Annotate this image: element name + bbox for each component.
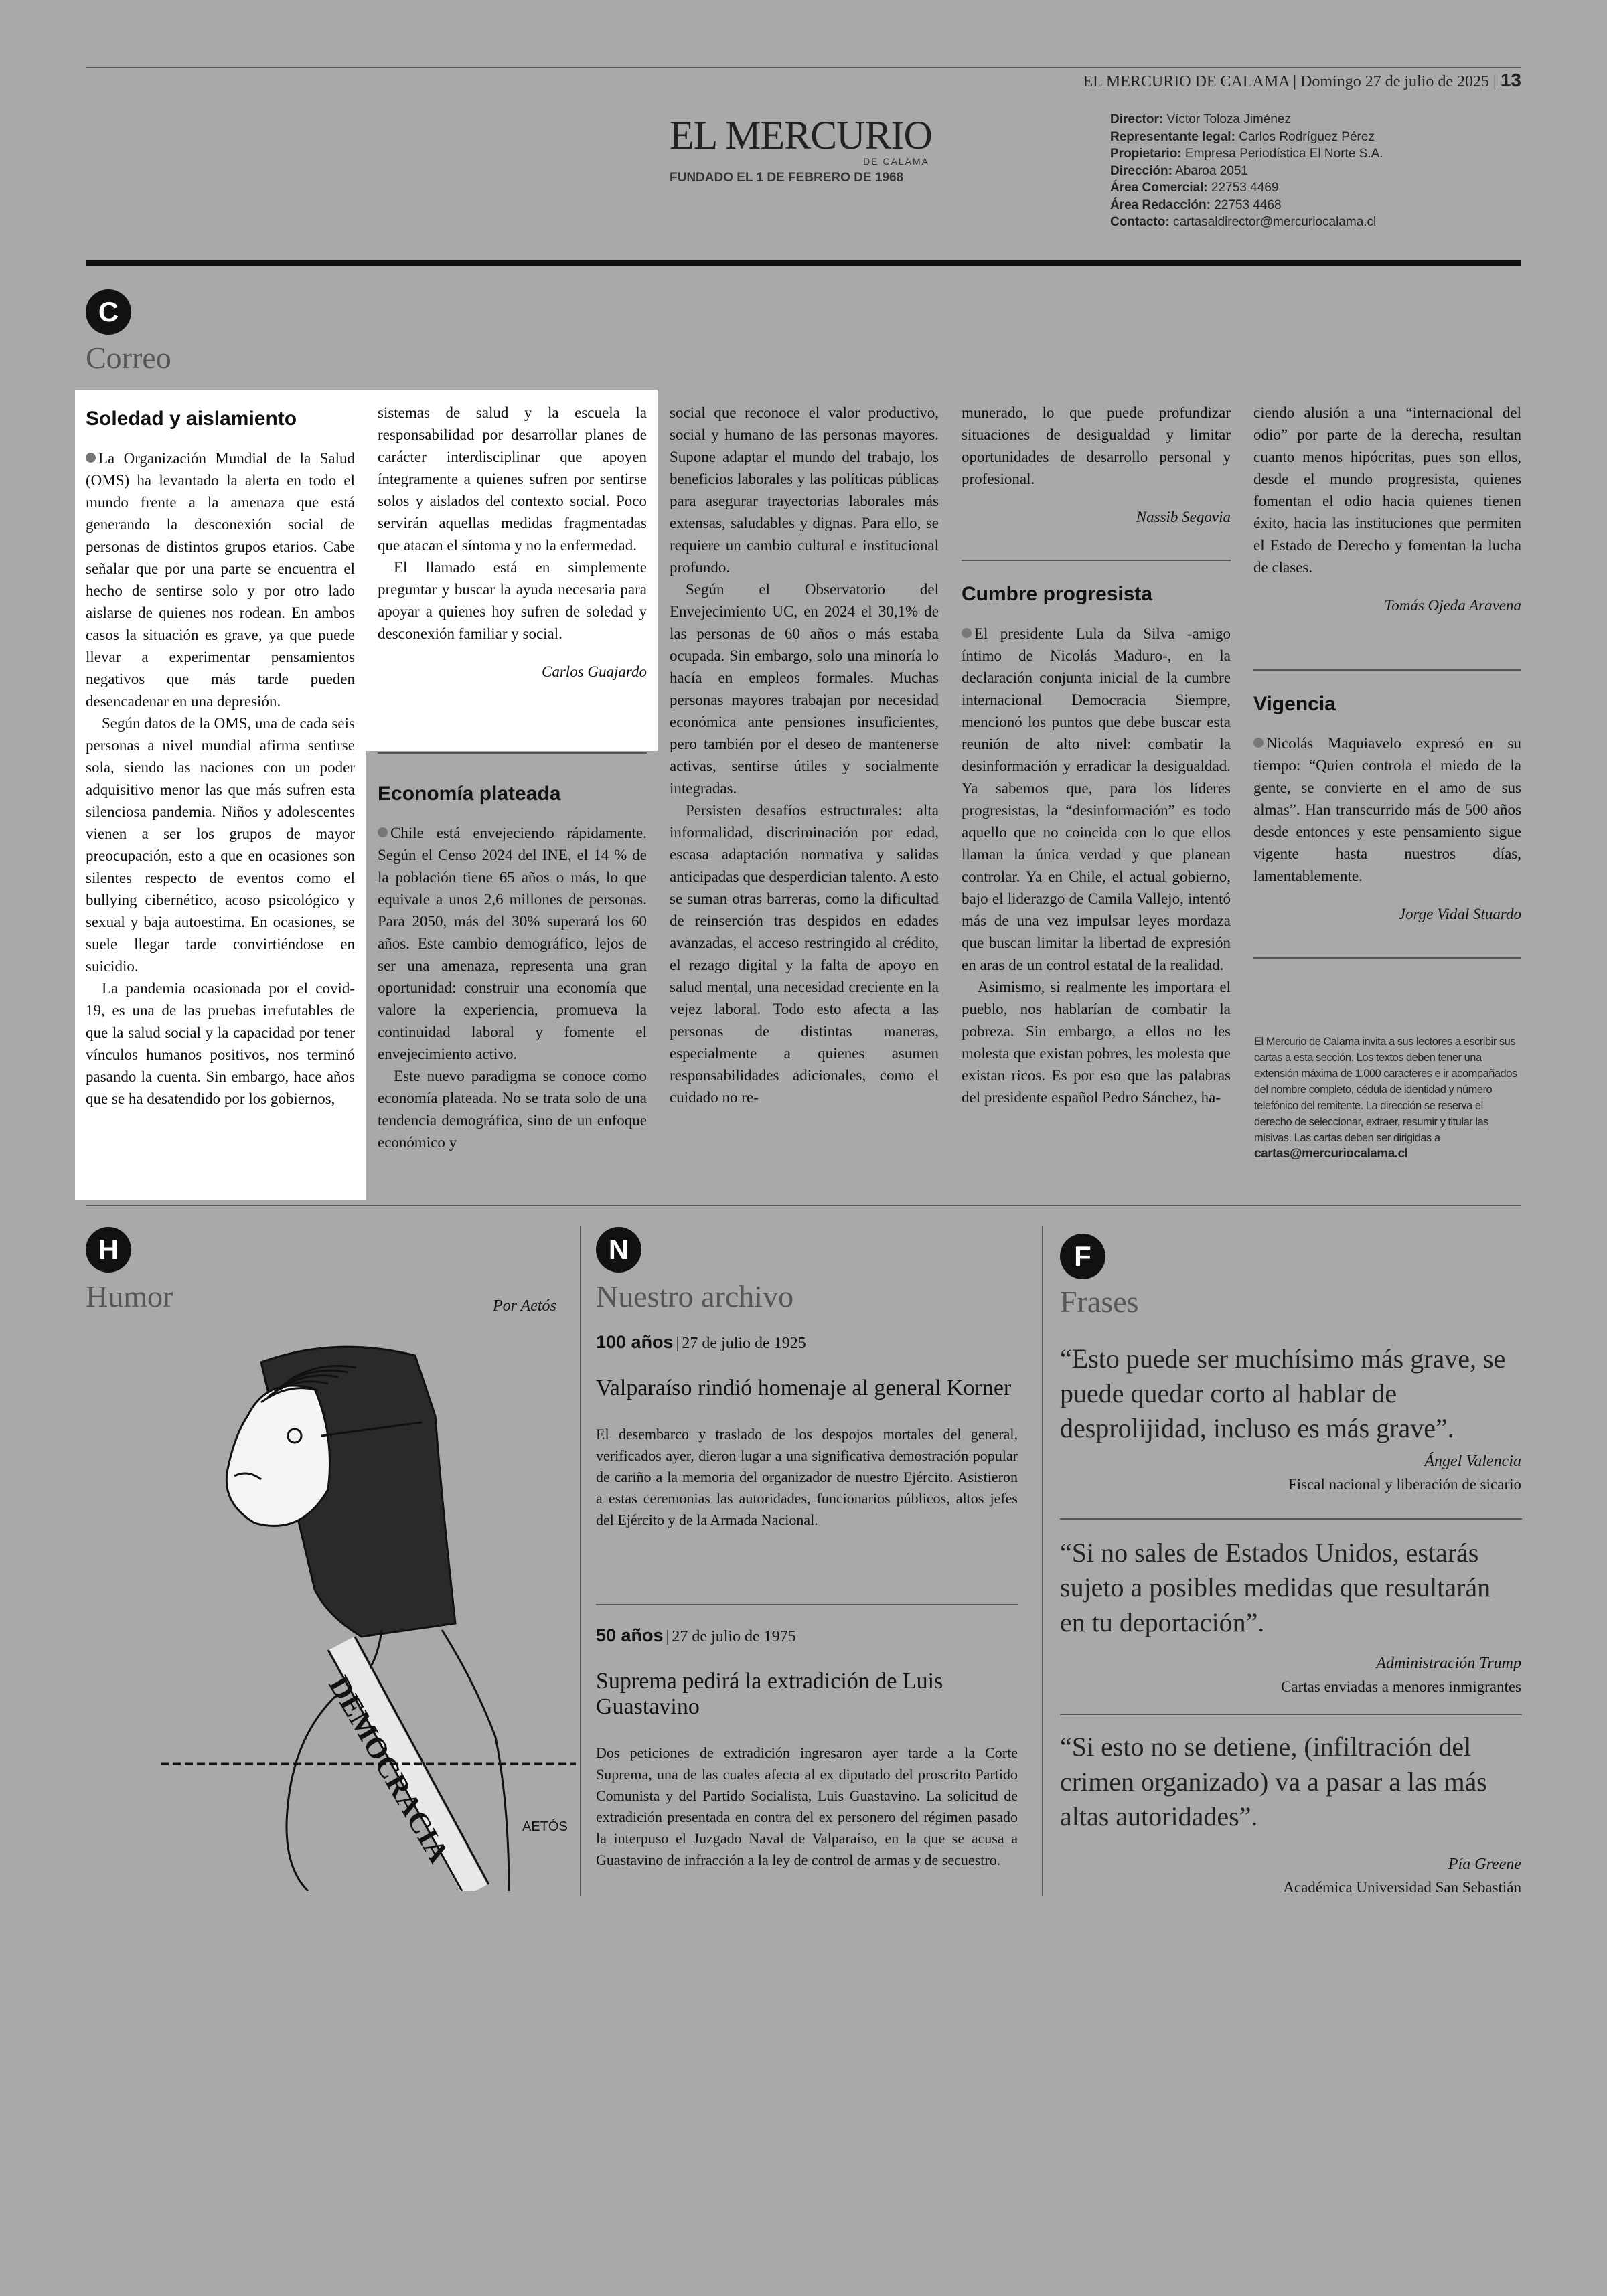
letter-cumbre-col4	[962, 577, 1231, 1109]
letter-paragraph: Asimismo, si realmente les importara el pueblo, nos hablarían de combatir la pobreza. Sin embargo, a ellos no les molesta que existan pobres, les molesta que existan ricos. Es por eso que las palabras del presidente español Pedro Sánchez, ha-	[962, 979, 1231, 1106]
letter-paragraph: social que reconoce el valor productivo, social y humano de las personas mayores. Supone adaptar el mundo del trabajo, los beneficios laborales y las políticas públicas para asegurar trayectorias laborales más extensas, saludables y dignas. Para ello, se requiere un cambio cultural e institucional profundo.	[670, 404, 939, 576]
column-divider	[580, 1226, 581, 1896]
letter-divider	[378, 752, 647, 754]
section-title-correo: Correo	[86, 341, 171, 375]
archive-years: 50 años	[596, 1625, 664, 1645]
founded-line: FUNDADO EL 1 DE FEBRERO DE 1968	[670, 171, 904, 185]
notice-email: cartas@mercuriocalama.cl	[1254, 1147, 1408, 1161]
letter-paragraph: munerado, lo que puede profundizar situaciones de desigualdad y limitar oportunidades de desarrollo personal y profesional.	[962, 404, 1231, 487]
letter-soledad-col2	[378, 402, 647, 683]
issue-date: Domingo 27 de julio de 2025	[1300, 73, 1490, 90]
staff-row: Propietario: Empresa Periodística El Norte S.A.	[1110, 147, 1383, 161]
publication-name: EL MERCURIO DE CALAMA	[1083, 73, 1290, 90]
letter-soledad-col1	[86, 402, 355, 1110]
letter-paragraph: Según el Observatorio del Envejecimiento UC, en 2024 el 30,1% de las personas de 60 años o más estaba ocupada. Sin embargo, solo una minoría lo hacía en empleos formales. Muchas personas mayores trabajan por necesidad económica ante pensiones insuficientes, pero también por el deseo de mantenerse activas, sentirse útiles y socialmente integradas.	[670, 581, 939, 797]
bullet-icon	[86, 453, 96, 463]
quote-author: Administración Trump	[1376, 1655, 1521, 1672]
masthead	[670, 112, 937, 185]
quote-author: Ángel Valencia	[1424, 1453, 1521, 1470]
quote-text: “Esto puede ser muchísimo más grave, se puede quedar corto al hablar de desprolijidad, incluso es más grave”.	[1060, 1343, 1506, 1443]
staff-row: Contacto: cartasaldirector@mercuriocalama.cl	[1110, 215, 1377, 229]
cartoon-sash	[341, 1643, 475, 1891]
section-title-frases: Frases	[1060, 1285, 1139, 1319]
letter-signature: Carlos Guajardo	[542, 663, 647, 680]
letter-cumbre-col5	[1253, 402, 1521, 617]
section-badge-correo: C	[86, 289, 131, 335]
letter-paragraph: sistemas de salud y la escuela la responsabilidad por desarrollar planes de carácter interdisciplinar que apoyen íntegramente a quienes sufren por sentirse solos y aislados del contexto social. Poco servirán aquellas medidas fragmentadas que atacan el síntoma y no la enfermedad.	[378, 404, 647, 554]
staff-box	[1110, 111, 1383, 231]
quote-author: Pía Greene	[1448, 1856, 1521, 1873]
quote-text: “Si no sales de Estados Unidos, estarás sujeto a posibles medidas que resultarán en tu deportación”.	[1060, 1538, 1491, 1637]
section-title-archivo: Nuestro archivo	[596, 1279, 794, 1313]
quote-text: “Si esto no se detiene, (infiltración del crimen organizado) va a pasar a las más altas autoridades”.	[1060, 1732, 1487, 1831]
submission-notice: El Mercurio de Calama invita a sus lectores a escribir sus cartas a esta sección. Los textos deben tener una extensión máxima de 1.000 caracteres e ir acompañados del nombre completo, cédula de identidad y número telefónico del remitente. La dirección se reserva el derecho de seleccionar, extraer, resumir y titular las misivas. Las cartas deben ser dirigidas a cartas@mercuriocalama.cl	[1254, 1036, 1517, 1161]
letter-divider	[1253, 957, 1521, 959]
letter-paragraph: El llamado está en simplemente preguntar y buscar la ayuda necesaria para apoyar a quienes hoy sufren de soledad y desconexión familiar y social.	[378, 559, 647, 642]
header-thick-rule	[86, 260, 1521, 266]
letter-paragraph: La pandemia ocasionada por el covid-19, es una de las pruebas irrefutables de que la salud social y la capacidad por tener vínculos humanos positivos, nos terminó pasando la cuenta. Sin embargo, hace años que se ha desatendido por los gobiernos,	[86, 980, 355, 1107]
letter-paragraph: Según datos de la OMS, una de cada seis personas a nivel mundial afirma sentirse sola, siendo las naciones con un poder adquisitivo menor las que más sufren esta silenciosa pandemia. Niños y adolescentes vienen a ser los grupos de mayor preocupación, esto a que en ocasiones son silentes respecto de eventos como el bullying cibernético, acoso psicológico y sexual y baja autoestima. En ocasiones, se suele llegar tarde convirtiéndose en suicidio.	[86, 715, 355, 975]
cartoon-signature: AETÓS	[522, 1819, 568, 1834]
letter-paragraph: Chile está envejeciendo rápidamente. Según el Censo 2024 del INE, el 14 % de la población tiene 65 años o más, lo que equivale a unos 2,6 millones de personas. Para 2050, más del 30% superará los 60 años. Este cambio demográfico, lejos de ser una amenaza, representa una gran oportunidad: construir una economía que valore la experiencia, promueva la continuidad laboral y fomente el envejecimiento activo.	[378, 825, 647, 1062]
quote-divider	[1060, 1714, 1522, 1715]
staff-row: Director: Víctor Toloza Jiménez	[1110, 112, 1291, 127]
bullet-icon	[1253, 738, 1264, 748]
letter-signature: Nassib Segovia	[1136, 509, 1231, 525]
letter-vigencia	[1253, 687, 1521, 925]
bullet-icon	[962, 628, 972, 638]
letter-economia-col4	[962, 402, 1231, 528]
letter-economia-col2	[378, 776, 647, 1153]
archive-item: 50 años | 27 de julio de 1975 Suprema pedirá la extradición de Luis Guastavino Dos peticiones de extradición ingresaron ayer tarde a la Corte Suprema, una de las cuales afecta al ex diputado del proscrito Partido Comunista y del Partido Socialista, Luis Guastavino. La solicitud de extradición presentada en contra del ex personero del régimen pasado la interpuso el Juzgado Naval de Valparaíso, en la que se acusa a Guastavino de infracción a la ley de control de armas y de secuestro.	[596, 1625, 1018, 1871]
masthead-title: EL MERCURIO	[670, 113, 932, 157]
archive-headline: Suprema pedirá la extradición de Luis Guastavino	[596, 1669, 943, 1719]
section-badge-humor: H	[86, 1227, 131, 1273]
letter-signature: Jorge Vidal Stuardo	[1398, 906, 1521, 922]
staff-row: Área Redacción: 22753 4468	[1110, 197, 1282, 212]
quote-divider	[1060, 1518, 1522, 1520]
letter-paragraph: Este nuevo paradigma se conoce como economía plateada. No se trata solo de una tendencia demográfica, sino de un enfoque económico y	[378, 1068, 647, 1151]
staff-row: Representante legal: Carlos Rodríguez Pérez	[1110, 129, 1375, 144]
quote-role: Académica Universidad San Sebastián	[1283, 1879, 1521, 1896]
sash-text: DEMOCRACIA	[322, 1670, 456, 1868]
democracy-cartoon	[161, 1335, 576, 1891]
letter-headline: Economía plateada	[378, 783, 561, 805]
page-number: 13	[1500, 70, 1521, 90]
section-badge-archivo: N	[596, 1227, 641, 1273]
staff-row: Dirección: Abaroa 2051	[1110, 163, 1248, 178]
letter-paragraph: Persisten desafíos estructurales: alta informalidad, discriminación por edad, escasa adaptación normativa y salidas anticipadas que desperdician talento. A esto se suman otras barreras, como la dificultad de reinserción tras despidos en edades avanzadas, el acceso restringido al crédito, el rezago digital y la falta de apoyo en salud mental, una necesidad creciente en la vejez laboral. Todo esto afecta a las personas de distintas maneras, especialmente a quienes asumen responsabilidades adicionales, como el cuidado no re-	[670, 802, 939, 1106]
letter-paragraph: ciendo alusión a una “internacional del odio” por parte de la derecha, resultan cuanto menos hipócritas, pues son ellos, desde el mundo progresista, quienes fomentan el odio hacia quienes tienen éxito, hacia las instituciones que permiten el Estado de Derecho y fomentan la lucha de clases.	[1253, 404, 1521, 576]
archive-date: 27 de julio de 1925	[682, 1335, 806, 1352]
letter-paragraph: Nicolás Maquiavelo expresó en su tiempo: “Quien controla el miedo de la gente, se convierte en el amo de sus almas”. Han transcurrido más de 500 años desde entonces y este pensamiento sigue vigente hasta nuestros días, lamentablemente.	[1253, 735, 1521, 884]
letter-headline: Cumbre progresista	[962, 583, 1153, 605]
letter-paragraph: El presidente Lula da Silva -amigo íntimo de Nicolás Maduro-, en la declaración conjunta inicial de la cumbre internacional Democracia Siempre, mencionó los puntos que debe buscar esta reunión de alto nivel: combatir la desinformación y erradicar la desigualdad. Ya sabemos que, para los líderes progresistas, la “desinformación” es todo aquello que no coincida con lo que ellos llaman la única verdad y que planean controlar. Ya en Chile, el actual gobierno, bajo el liderazgo de Camila Vallejo, intentó más de una vez impulsar leyes mordaza que buscan limitar la libertad de expresión en aras de un control estatal de la realidad.	[962, 625, 1231, 973]
section-title-humor: Humor	[86, 1279, 173, 1313]
letter-signature: Tomás Ojeda Aravena	[1384, 597, 1521, 614]
archive-divider	[596, 1604, 1018, 1605]
folio-line: EL MERCURIO DE CALAMA | Domingo 27 de julio de 2025 | 13	[1083, 70, 1521, 90]
quote-role: Fiscal nacional y liberación de sicario	[1288, 1476, 1521, 1493]
masthead-subtitle: DE CALAMA	[863, 156, 929, 167]
letter-economia-col3	[670, 402, 939, 1109]
bullet-icon	[378, 827, 388, 837]
letter-paragraph: La Organización Mundial de la Salud (OMS) ha levantado la alerta en todo el mundo frente a la amenaza que está generando la desconexión social de personas de distintos grupos etarios. Cabe señalar que por una parte se encuentra el hecho de sentirse solo y por otro lado aislarse de quienes nos rodean. En ambos casos la situación es grave, ya que puede llevar a experimentar pensamientos negativos que más tarde pueden desencadenar en una depresión.	[86, 450, 355, 710]
letter-divider	[962, 560, 1231, 561]
archive-item: 100 años | 27 de julio de 1925 Valparaíso rindió homenaje al general Korner El desembarco y traslado de los despojos mortales del general, verificados ayer, dieron lugar a una significativa demostración popular de cariño a la memoria del organizador de nuestro Ejército. Asistieron a estas ceremonias las autoridades, funcionarios públicos, altos jefes del Ejército y de la Armada Nacional.	[596, 1332, 1018, 1531]
archive-text: Dos peticiones de extradición ingresaron ayer tarde a la Corte Suprema, una de las cuales afecta al ex diputado del proscrito Partido Comunista y del Partido Socialista, Luis Guastavino. La solicitud de extradición presentada en contra del ex personero del régimen pasado la interpuso el Juzgado Naval de Valparaíso, en la que se acusa a Guastavino de infracción a la ley de control de armas y de secuestro.	[596, 1744, 1018, 1868]
section-badge-frases: F	[1060, 1234, 1105, 1279]
section-divider	[86, 1205, 1521, 1206]
top-rule	[86, 67, 1521, 68]
staff-row: Área Comercial: 22753 4469	[1110, 181, 1279, 195]
archive-text: El desembarco y traslado de los despojos mortales del general, verificados ayer, dieron lugar a una significativa demostración popular de cariño a la memoria del organizador de nuestro Ejército. Asistieron a estas ceremonias las autoridades, funcionarios públicos, altos jefes del Ejército y de la Armada Nacional.	[596, 1426, 1018, 1528]
cartoon-mask	[226, 1386, 329, 1526]
quote-role: Cartas enviadas a menores inmigrantes	[1281, 1678, 1521, 1695]
archive-date: 27 de julio de 1975	[672, 1628, 796, 1645]
archive-years: 100 años	[596, 1332, 674, 1352]
letter-headline: Vigencia	[1253, 693, 1336, 715]
humor-byline: Por Aetós	[493, 1297, 556, 1315]
letter-headline: Soledad y aislamiento	[86, 408, 297, 430]
column-divider	[1042, 1226, 1043, 1896]
archive-headline: Valparaíso rindió homenaje al general Korner	[596, 1376, 1012, 1400]
letter-divider	[1253, 669, 1521, 671]
